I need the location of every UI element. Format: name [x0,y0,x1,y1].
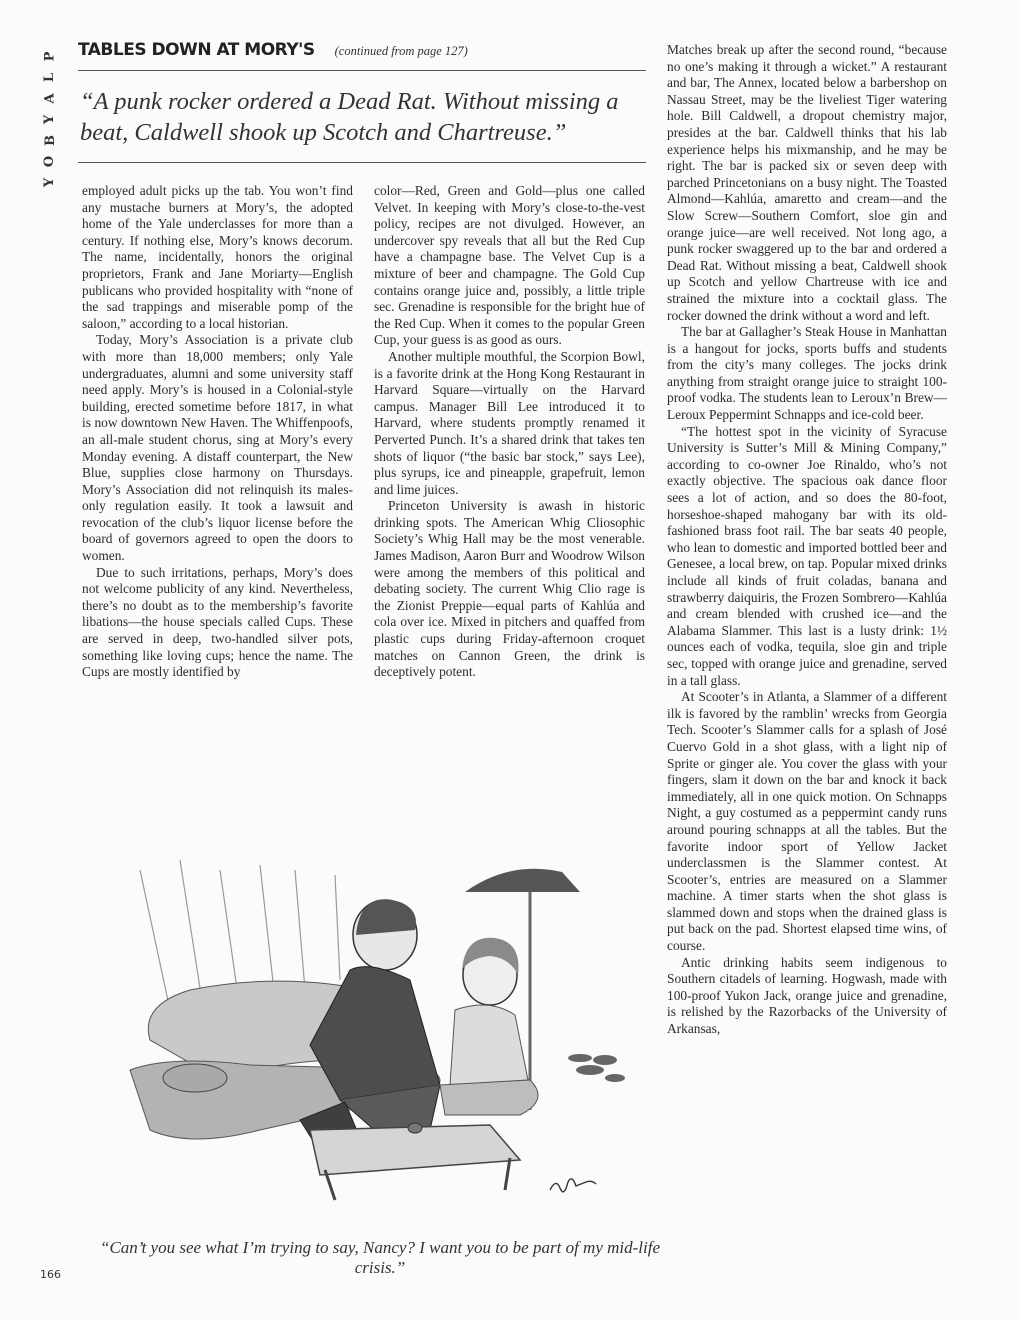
paragraph: Antic drinking habits seem indigenous to Southern citadels of learning. Hogwash, made with 100-proof Yukon Jack, orange juice and grenadine, is relished by the Razorbacks of the University of Arkansas, [667,954,947,1037]
masthead-letter: Y [42,177,58,188]
paragraph: “The hottest spot in the vicinity of Syracuse University is Sutter’s Mill & Mining Company,” according to co-owner Joe Rinaldo, who’s not exactly objective. The spacious oak dance floor sees a lot of action, and so does the 80-foot, horseshoe-shaped mahogany bar with its old-fashioned brass foot rail. The bar seats 40 people, who lean to domestic and imported bottled beer and Genesee, a local brew, on tap. Popular mixed drinks include all kinds of fruit coladas, banana and strawberry daiquiris, the Frozen Sombrero—Kahlúa and cream blended with crushed ice—and the Alabama Slammer. This last is a lusty drink: 1½ ounces each of vodka, tequila, sloe gin and triple sec, topped with orange juice and grenadine, served in a tall glass. [667,423,947,688]
top-rule [78,70,646,71]
masthead-vertical [38,46,62,193]
cartoon-caption: “Can’t you see what I’m trying to say, Nancy? I want you to be part of my mid-life crisis.” [100,1238,660,1277]
text-column-1 [82,183,353,681]
masthead-letter: P [42,51,58,62]
paragraph: Due to such irritations, perhaps, Mory’s does not welcome publicity of any kind. Nevertheless, there’s no doubt as to the membership’s favorite libations—the house specials called Cups. These are served in deep, two-handled silver pots, something like loving cups; hence the name. The Cups are mostly identified by [82,564,353,680]
paragraph: color—Red, Green and Gold—plus one called Velvet. In keeping with Mory’s close-to-the-vest policy, recipes are not divulged. However, an undercover spy reveals that all but the Red Cup have a champagne base. The Velvet Cup is a mixture of beer and champagne. The Gold Cup contains orange juice and, possibly, a little triple sec. Grenadine is responsible for the bright hue of the Red Cup. When it comes to the popular Green Cup, your guess is as good as ours. [374,183,645,348]
masthead-letter: O [42,155,58,168]
article-title: TABLES DOWN AT MORY'S [78,40,315,60]
masthead-letter: Y [42,114,58,125]
paragraph: employed adult picks up the tab. You won’t find any mustache burners at Mory’s, the adopted home of the Yale underclasses for more than a century. If nothing else, Mory’s knows decorum. The name, incidentally, honors the original proprietors, Frank and Jane Moriarty—English publicans who provided hospitality with “none of the sad trappings and miserable pomp of the saloon,” according to a local historian. [82,183,353,331]
paragraph: Princeton University is awash in historic drinking spots. The American Whig Cliosophic Society’s Whig Hall may be the most venerable. James Madison, Aaron Burr and Woodrow Wilson were among the members of this political and debating society. The current Whig Clio rage is the Zionist Preppie—equal parts of Kahlúa and cola over ice. Mixed in pitchers and quaffed from plastic cups during Friday-afternoon croquet matches on Cannon Green, the drink is deceptively potent. [374,498,645,680]
paragraph: Another multiple mouthful, the Scorpion Bowl, is a favorite drink at the Hong Kong Restaurant in Harvard Square—virtually on the Harvard campus. Manager Bill Lee introduced it to Harvard, where students promptly renamed it Perverted Punch. It’s a shared drink that takes ten shots of liquor (“the basic bar stock,” says Lee), plus syrups, ice and pineapple, grapefruit, lemon and lime juices. [374,348,645,497]
article-header [78,40,646,60]
page-number: 166 [40,1268,61,1281]
masthead-letter: A [42,93,58,104]
pull-quote: “A punk rocker ordered a Dead Rat. Without missing a beat, Caldwell shook up Scotch and Chartreuse.” [80,88,619,146]
masthead-letter: L [42,72,58,83]
paragraph: Today, Mory’s Association is a private club with more than 18,000 members; only Yale undergraduates, alumni and some university staff need apply. Mory’s is housed in a Colonial-style building, erected sometime before 1817, in what is now downtown New Haven. The Whiffenpoofs, an all-male student chorus, sing at Mory’s every Monday evening. A distaff counterpart, the New Blue, supplies close harmony on Thursdays. Mory’s Association did not relinquish its males-only regulation easily. It took a lawsuit and revocation of the club’s liquor license before the board of governors agreed to open the doors to women. [82,332,353,564]
paragraph: Matches break up after the second round, “because no one’s making it through a wicket.” A restaurant and bar, The Annex, located below a barbershop on Nassau Street, may be the liveliest Tiger watering hole. Bill Caldwell, a dropout chemistry major, presides at the bar. Caldwell thinks that his lab experience helps his mixmanship, and he may be right. The bar is packed six or seven deep with parched Princetonians on a busy night. The Toasted Almond—Kahlúa, amaretto and cream—and the Slow Screw—Southern Comfort, sloe gin and orange juice—are well received. Not long ago, a punk rocker swaggered up to the bar and ordered a Dead Rat. Without missing a beat, Caldwell shook up Scotch and yellow Chartreuse with ice and strained the mixture into a cocktail glass. The rocker downed the drink without a word and left. [667,42,947,323]
text-column-2 [374,183,645,681]
masthead-letter: B [42,135,58,146]
cartoon-illustration [110,830,650,1230]
paragraph: The bar at Gallagher’s Steak House in Manhattan is a hangout for jocks, sports buffs and students from the city’s many colleges. The jocks drink anything from straight orange juice to straight 100-proof vodka. The students lean to Leroux’n Brew—Leroux Peppermint Schnapps and ice-cold beer. [667,324,947,423]
continued-note: (continued from page 127) [334,44,468,58]
paragraph: At Scooter’s in Atlanta, a Slammer of a different ilk is favored by the ramblin’ wrecks from Georgia Tech. Scooter’s Slammer calls for a splash of José Cuervo Gold in a shot glass, with a light nip of Sprite or ginger ale. You cover the glass with your fingers, slam it down on the bar and knock it back immediately, all in one quick motion. On Schnapps Night, a guy costumed as a peppermint candy runs around pouring schnapps at all the tables. But the favorite indoor sport of Yellow Jacket underclassmen is the Slammer contest. At Scooter’s, entries are measured on a Slammer machine. A timer starts when the shot glass is slammed down and stops when the drained glass is put back on the pad. Shortest elapsed time wins, of course. [667,689,947,954]
pull-quote-rule [78,162,646,163]
text-column-3 [667,42,947,1038]
